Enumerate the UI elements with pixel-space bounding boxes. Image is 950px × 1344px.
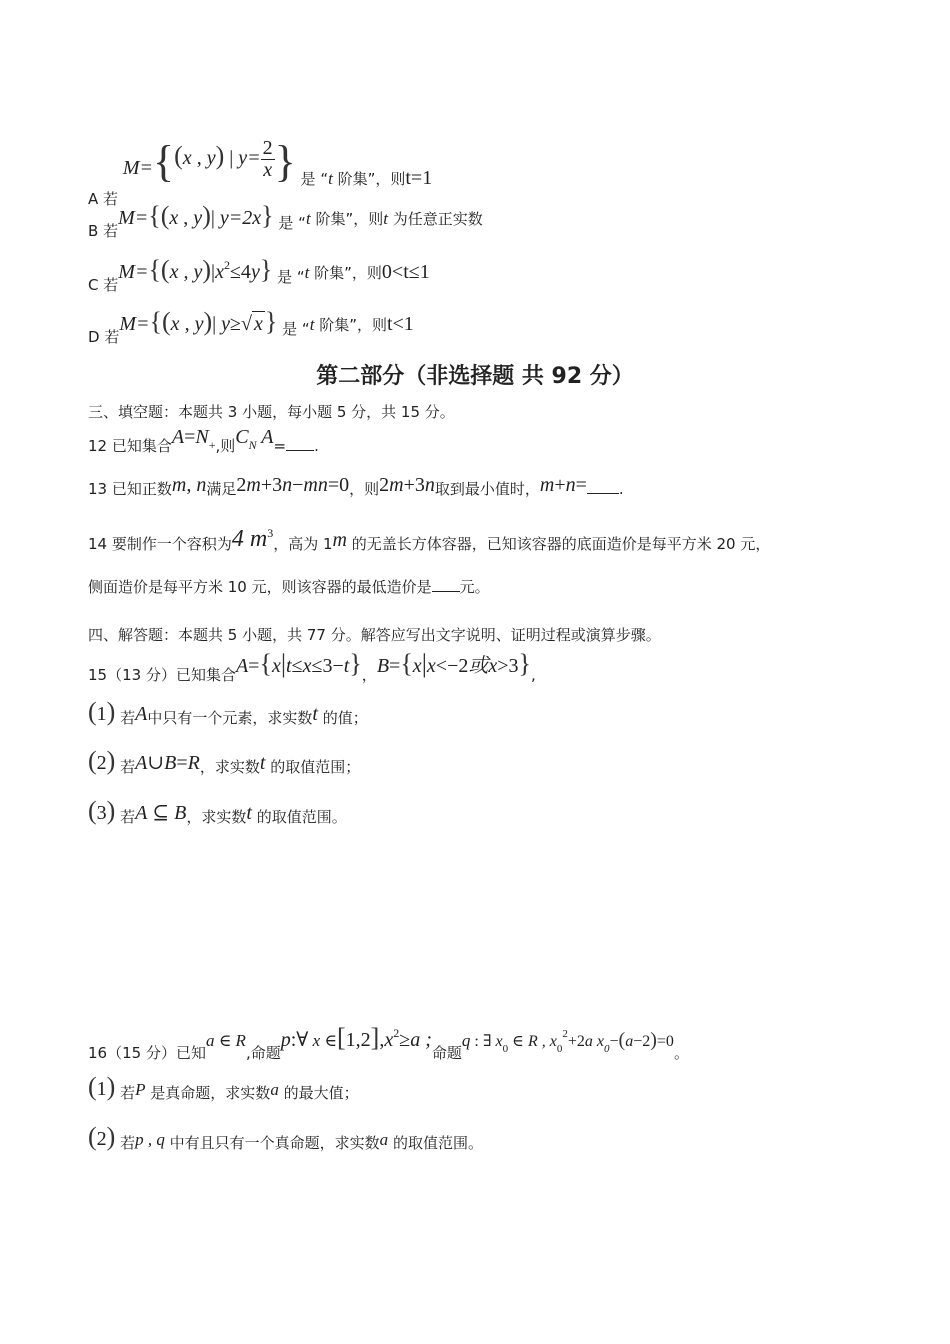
- option-a-rest: 阶集”，则: [332, 170, 406, 188]
- question-12: 12 已知集合$A=N_+$,则$C_N$ A= .: [88, 426, 319, 455]
- q15-part-1-c: 的值；: [317, 709, 368, 727]
- q14-line1a: 14 要制作一个容积为: [88, 535, 232, 553]
- option-c-rest: 阶集”，则: [309, 264, 382, 282]
- option-b-rest: 阶集”，则: [310, 210, 384, 228]
- option-a-fraction: $\frac{2}{x}$: [262, 137, 273, 181]
- option-a-set: M=: [122, 157, 153, 179]
- option-c: C 若M={(x , $y)|x^2\le 4y$} 是 “t 阶集”，则0<t≤1: [88, 255, 430, 294]
- q13-num: 13: [88, 480, 108, 498]
- option-b-expr: y=2x: [219, 207, 262, 229]
- q14-line1b: ，高为 1: [273, 535, 333, 553]
- option-b-shi: 是 “: [278, 214, 306, 232]
- q14-blank[interactable]: [432, 577, 460, 592]
- question-14-line1: 14 要制作一个容积为4 $m^3$，高为 1m 的无盖长方体容器，已知该容器的底面造价是每平方米 20 元，: [88, 526, 771, 553]
- q15-part-2-num: 2: [96, 752, 107, 774]
- option-c-label: C: [88, 276, 99, 294]
- q15-part-1: (1) 若A中只有一个元素，求实数t 的值；: [88, 697, 368, 727]
- option-c-cond: 0<t≤1: [381, 261, 430, 283]
- q16-part-1-num: 1: [96, 1078, 107, 1100]
- option-b: B 若M={(x , y)| y=2x} 是 “t 阶集”，则t 为任意正实数: [88, 201, 483, 240]
- q15-intro: 15（13 分）已知集合: [88, 666, 236, 684]
- q15-part-2-c: 的取值范围；: [265, 758, 361, 776]
- section4-header: 四、解答题：本题共 5 小题，共 77 分。解答应写出文字说明、证明过程或演算步骤。: [88, 626, 661, 644]
- q13-text3: ，则: [349, 480, 380, 498]
- q16-part-1: (1) 若P 是真命题，求实数a 的最大值；: [88, 1072, 359, 1102]
- section3-header: 三、填空题：本题共 3 小题，每小题 5 分，共 15 分。: [88, 403, 455, 421]
- option-a-cond: t=1: [405, 167, 433, 189]
- option-d-cond: t<1: [386, 313, 414, 335]
- question-16: 16（15 分）已知a ∈ R,命题p:∀ x $\in[1,2],x^2\ge a$ ;命题q : ∃ $x_0$ ∈ R , $x_0^2+2a$ $x_0-(a-2)=0$。: [88, 1023, 689, 1062]
- question-14-line2: [88, 577, 490, 596]
- q16-intro: 16（15 分）已知: [88, 1044, 206, 1062]
- q13-text1: 已知正数: [111, 480, 172, 498]
- option-a-ruo: 若: [103, 190, 119, 208]
- q16-part-2-b: 中有且只有一个真命题，求实数: [164, 1134, 380, 1152]
- q16-part-2-num: 2: [96, 1128, 107, 1150]
- option-a-label: A: [88, 190, 99, 208]
- q15-part-1-b: 中只有一个元素，求实数: [147, 709, 313, 727]
- q15-end: ,: [531, 666, 536, 684]
- q15-part-3-c: 的取值范围。: [251, 808, 347, 826]
- option-b-ruo: 若: [103, 222, 119, 240]
- q16-part-1-b: 是真命题，求实数: [145, 1084, 271, 1102]
- q16-part-2-a: 若: [120, 1134, 136, 1152]
- q16-ming: ,命题: [245, 1044, 281, 1062]
- option-d-label: D: [88, 328, 100, 346]
- q13-text2: 满足: [206, 480, 237, 498]
- q15-part-2: (2) 若A∪B=R，求实数t 的取值范围；: [88, 746, 361, 776]
- q16-part-1-c: 的最大值；: [278, 1084, 359, 1102]
- q14-line2b: 元。: [459, 578, 490, 596]
- q16-end: 。: [673, 1044, 689, 1062]
- q15-part-3-a: 若: [120, 808, 136, 826]
- option-a: A 若 M={(x , y) | y= $\frac{2}{x}$ } 是 “t 阶集”，则t=1: [88, 137, 433, 208]
- q15-part-1-num: 1: [96, 703, 107, 725]
- q12-text2: ,则: [215, 437, 236, 455]
- option-c-shi: 是 “: [277, 268, 305, 286]
- q16-part-2-c: 的取值范围。: [388, 1134, 483, 1152]
- q15-part-3: (3) 若A ⊆ B，求实数t 的取值范围。: [88, 796, 347, 826]
- q15-part-2-b: ，求实数: [199, 758, 260, 776]
- q15-part-3-b: ，求实数: [186, 808, 247, 826]
- section2-title: 第二部分（非选择题 共 92 分）: [316, 364, 634, 389]
- option-c-ruo: 若: [103, 276, 119, 294]
- q16-ming2: 命题: [431, 1044, 462, 1062]
- option-b-tail: 为任意正实数: [387, 210, 483, 228]
- q15-part-2-a: 若: [120, 758, 136, 776]
- q16-part-2: (2) 若p , q 中有且只有一个真命题，求实数a 的取值范围。: [88, 1122, 483, 1152]
- q12-text1: 已知集合: [111, 437, 172, 455]
- q14-line2a: 侧面造价是每平方米 10 元，则该容器的最低造价是: [88, 578, 432, 596]
- option-b-label: B: [88, 222, 99, 240]
- option-a-shi: 是 “: [300, 170, 329, 188]
- q15-sep: ，: [361, 666, 377, 684]
- q13-end: .: [618, 480, 624, 498]
- q16-part-1-a: 若: [120, 1084, 136, 1102]
- question-13: 13 已知正数m, n满足2m+3n−mn=0，则2m+3n取到最小值时，m+n= .: [88, 474, 624, 498]
- option-d-rest: 阶集”，则: [314, 316, 387, 334]
- q15-part-1-a: 若: [120, 709, 136, 727]
- q12-end: .: [314, 437, 319, 455]
- option-d-ruo: 若: [104, 328, 120, 346]
- q12-num: 12: [88, 437, 108, 455]
- q13-text4: 取到最小值时，: [434, 480, 540, 498]
- q12-eq: =: [273, 437, 287, 455]
- option-d-shi: 是 “: [282, 320, 310, 338]
- question-15: 15（13 分）已知集合A={x|t≤x≤3−t}，B={x|x<−2或x>3},: [88, 649, 536, 684]
- option-d: D 若M={(x , y)| y≥√ x} 是 “t 阶集”，则t<1: [88, 307, 414, 346]
- q12-blank[interactable]: [286, 436, 314, 451]
- q14-line1c: 的无盖长方体容器，已知该容器的底面造价是每平方米 20 元，: [346, 535, 771, 553]
- q15-part-3-num: 3: [96, 802, 107, 824]
- q13-blank[interactable]: [587, 479, 619, 494]
